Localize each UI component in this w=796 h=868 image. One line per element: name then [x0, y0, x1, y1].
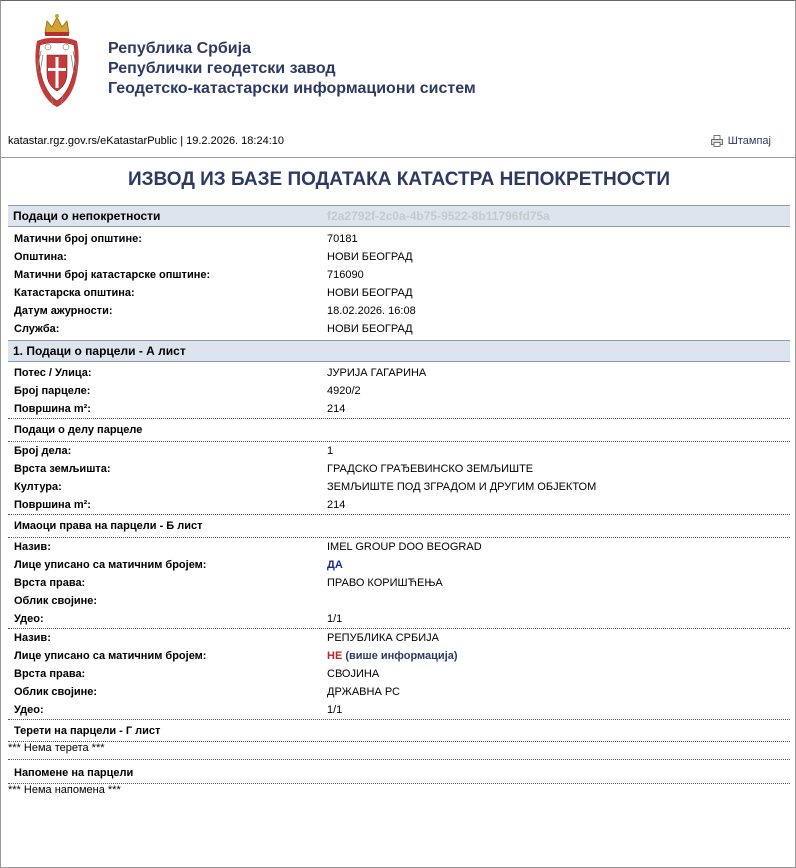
- row-value: 716090: [327, 269, 364, 281]
- row-value: 214: [327, 499, 346, 511]
- owner-row: [14, 574, 790, 592]
- property-row: [14, 230, 790, 248]
- row-label: Број дела:: [14, 445, 72, 457]
- property-row: [14, 266, 790, 284]
- parcel-row: [14, 364, 790, 382]
- owner-row: [14, 592, 790, 610]
- registered-no: НЕ: [327, 650, 343, 662]
- owner-row: [14, 665, 790, 683]
- row-label: Број парцеле:: [14, 385, 91, 397]
- page-header: [1, 1, 796, 126]
- parcel-heading: 1. Подаци о парцели - А лист: [13, 344, 186, 358]
- row-value: НОВИ БЕОГРАД: [327, 251, 413, 263]
- parcel-part-row: [14, 460, 790, 478]
- row-value: 4920/2: [327, 385, 361, 397]
- row-label: Потес / Улица:: [14, 367, 92, 379]
- row-label: Облик својине:: [14, 686, 98, 698]
- property-row: [14, 284, 790, 302]
- owner-row: [14, 610, 790, 628]
- row-value: ЗЕМЉИШТЕ ПОД ЗГРАДОМ И ДРУГИМ ОБЈЕКТОМ: [327, 481, 597, 493]
- right-type: СВОЈИНА: [327, 668, 380, 680]
- divider: [8, 514, 790, 515]
- institution-line-2: Републички геодетски завод: [108, 60, 336, 77]
- owners-heading: Имаоци права на парцели - Б лист: [14, 520, 203, 532]
- row-value: ГРАДСКО ГРАЂЕВИНСКО ЗЕМЉИШТЕ: [327, 463, 534, 475]
- registered-value: [327, 647, 458, 665]
- parcel-row: [14, 400, 790, 418]
- share: 1/1: [327, 704, 343, 716]
- row-value: 1: [327, 445, 334, 457]
- row-value: ЈУРИЈА ГАГАРИНА: [327, 367, 427, 379]
- notes-text: *** Нема напомена ***: [8, 784, 121, 796]
- burdens-heading: Терети на парцели - Г лист: [14, 725, 161, 737]
- serbia-coat-of-arms-logo: [31, 11, 83, 113]
- property-row: [14, 248, 790, 266]
- right-type: ПРАВО КОРИШЋЕЊА: [327, 577, 443, 589]
- owner-name: IMEL GROUP DOO BEOGRAD: [327, 541, 482, 553]
- row-label: Врста земљишта:: [14, 463, 111, 475]
- more-info-link[interactable]: (више информација): [345, 650, 458, 662]
- parcel-section-header: [8, 340, 790, 362]
- row-label: Удео:: [14, 704, 44, 716]
- print-button[interactable]: [711, 135, 771, 147]
- row-label: Служба:: [14, 323, 60, 335]
- owner-row: [14, 629, 790, 647]
- institution-line-3: Геодетско-катастарски информациони систем: [108, 80, 476, 97]
- row-value: 18.02.2026. 16:08: [327, 305, 416, 317]
- row-label: Врста права:: [14, 668, 86, 680]
- row-label: Датум ажурности:: [14, 305, 113, 317]
- row-label: Лице уписано са матичним бројем:: [14, 650, 207, 662]
- row-label: Површина m²:: [14, 499, 91, 511]
- property-row: [14, 302, 790, 320]
- row-label: Лице уписано са матичним бројем:: [14, 559, 207, 571]
- row-value: НОВИ БЕОГРАД: [327, 323, 413, 335]
- row-value: НОВИ БЕОГРАД: [327, 287, 413, 299]
- printer-icon: [711, 135, 723, 147]
- divider: [8, 719, 790, 720]
- parcel-part-row: [14, 442, 790, 460]
- divider: [8, 418, 790, 419]
- row-label: Матични број општине:: [14, 233, 142, 245]
- source-and-timestamp: katastar.rgz.gov.rs/eKatastarPublic | 19.2.2026. 18:24:10: [8, 135, 284, 147]
- row-label: Врста права:: [14, 577, 86, 589]
- row-label: Назив:: [14, 632, 51, 644]
- row-label: Облик својине:: [14, 595, 98, 607]
- divider: [8, 783, 790, 784]
- notes-heading: Напомене на парцели: [14, 767, 134, 779]
- page-title: ИЗВОД ИЗ БАЗЕ ПОДАТАКА КАТАСТРА НЕПОКРЕТНОСТИ: [128, 169, 670, 190]
- property-guid: f2a2792f-2c0a-4b75-9522-8b11796fd75a: [327, 209, 550, 223]
- burdens-text: *** Нема терета ***: [8, 742, 105, 754]
- row-label: Површина m²:: [14, 403, 91, 415]
- owner-row: [14, 556, 790, 574]
- registered-yes: ДА: [327, 559, 343, 571]
- property-heading: Подаци о непокретности: [13, 209, 161, 223]
- row-label: Катастарска општина:: [14, 287, 135, 299]
- parcel-part-heading: Подаци о делу парцеле: [14, 424, 143, 436]
- parcel-part-row: [14, 496, 790, 514]
- ownership-form: ДРЖАВНА РС: [327, 686, 400, 698]
- share: 1/1: [327, 613, 343, 625]
- divider: [8, 741, 790, 742]
- row-label: Удео:: [14, 613, 44, 625]
- parcel-row: [14, 382, 790, 400]
- row-value: 214: [327, 403, 346, 415]
- print-label: Штампај: [727, 135, 771, 147]
- row-label: Општина:: [14, 251, 67, 263]
- row-label: Матични број катастарске општине:: [14, 269, 211, 281]
- row-label: Култура:: [14, 481, 62, 493]
- divider: [1, 157, 796, 158]
- property-section-header: [8, 205, 790, 227]
- institution-title: [108, 39, 476, 99]
- owner-row: [14, 647, 790, 665]
- parcel-part-row: [14, 478, 790, 496]
- owner-row: [14, 683, 790, 701]
- row-label: Назив:: [14, 541, 51, 553]
- owner-row: [14, 701, 790, 719]
- property-row: [14, 320, 790, 338]
- owner-name: РЕПУБЛИКА СРБИЈА: [327, 632, 439, 644]
- row-value: 70181: [327, 233, 358, 245]
- owner-row: [14, 538, 790, 556]
- divider: [8, 759, 790, 760]
- institution-line-1: Република Србија: [108, 40, 251, 57]
